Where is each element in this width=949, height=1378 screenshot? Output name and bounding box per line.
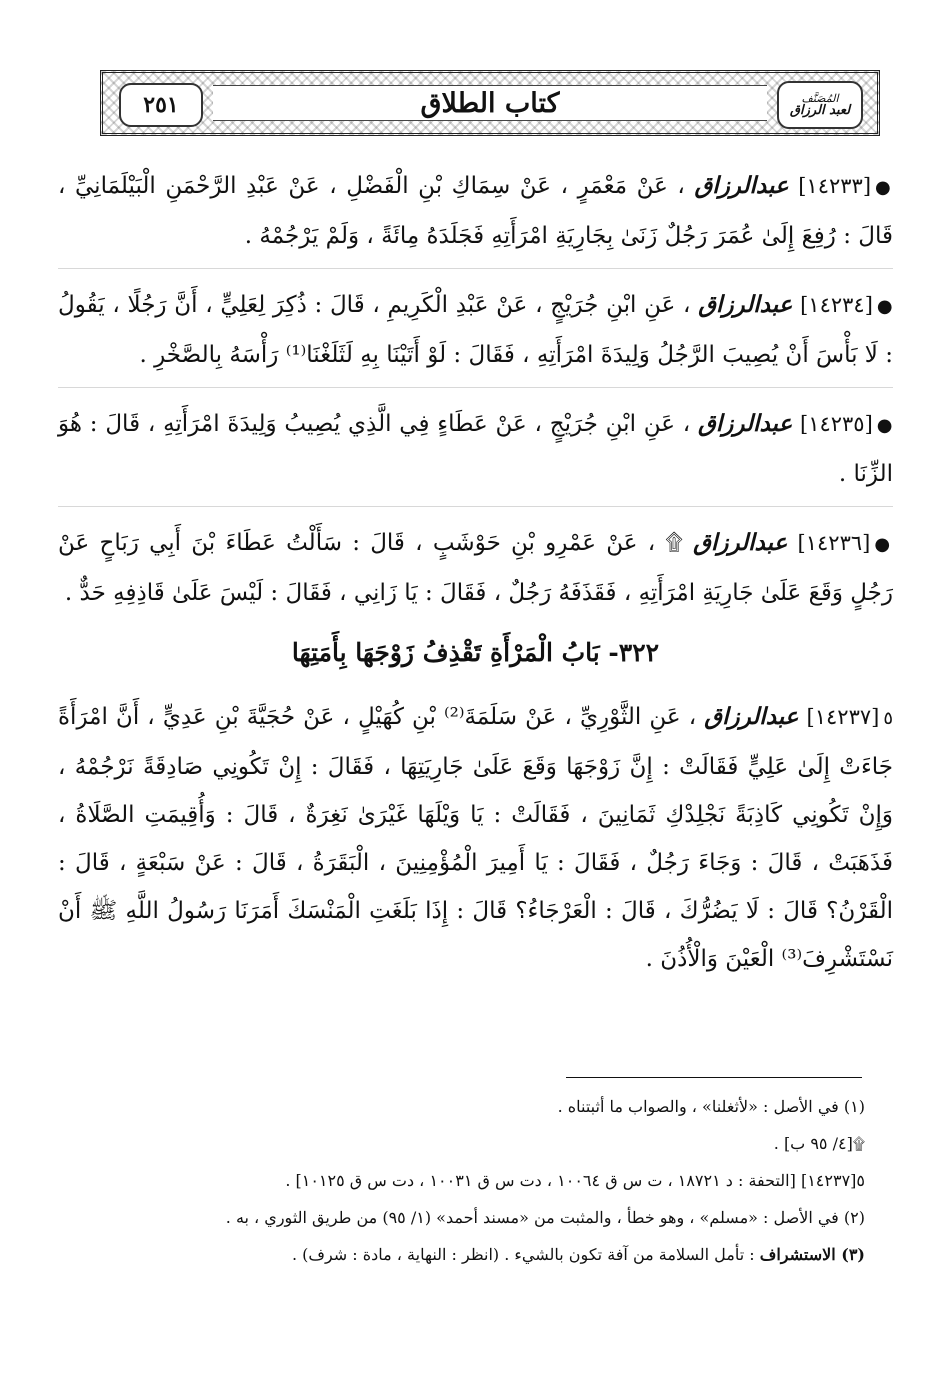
hadith-entry [58,269,893,388]
footnote-1: (١) في الأصل : «لأثغلنا» ، والصواب ما أثبتناه . [557,1097,865,1116]
logo-line-author: لعبد الرزاق [789,103,851,118]
entry-marker: ● [876,296,894,317]
hadith-number: [١٤٢٣٧] [806,705,880,729]
entry-marker: ● [875,177,894,198]
hadith-entry [58,388,893,507]
main-text [58,150,893,991]
takhrij-reference: ٥[١٤٢٣٧] [التحفة : د ١٨٧٢١ ، ت س ق ١٠٠٦٤ ، دت س ق ١٠٠٣١ ، دت س ق ١٠١٢٥] . [285,1171,865,1190]
entry-marker: ٥ [883,708,894,729]
entry-marker: ● [876,415,893,436]
hadith-text: ، عَنِ ابْنِ جُرَيْجٍ ، عَنْ عَبْدِ الْكَرِيمِ ، قَالَ : ذُكِرَ لِعَلِيٍّ ، أَنَّ رَجُلًا ، يَقُولُ : لَا بَأْسَ أَنْ يُصِيبَ الرَّجُلُ وَلِيدَةَ امْرَأَتِهِ ، فَقَالَ : لَوْ أَتَيْنَا بِهِ لَثَلَغْنَا⁽¹⁾ رَأْسَهُ بِالصَّخْرِ . [58,292,893,368]
narrator-name: عبدالرزاق [698,410,793,437]
logo-line-musannaf: المُصَنَّف [801,92,839,105]
hadith-text: ، عَنِ ابْنِ جُرَيْجٍ ، عَنْ عَطَاءٍ فِي الَّذِي يُصِيبُ وَلِيدَةَ امْرَأَتِهِ ، قَالَ : هُوَ الزِّنَا . [58,411,893,487]
narrator-name: عبدالرزاق [693,529,788,556]
folio-reference: ۩[٤/ ٩٥ ب] . [773,1134,865,1153]
book-title: كتاب الطلاق [420,87,560,119]
hadith-entry [58,681,893,991]
narrator-name: عبدالرزاق [704,703,799,730]
hadith-entry [58,150,893,269]
hadith-text: ، عَنْ مَعْمَرٍ ، عَنْ سِمَاكِ بْنِ الْفَضْلِ ، عَنْ عَبْدِ الرَّحْمَنِ الْبَيْلَمَانِيِّ ، قَالَ : رُفِعَ إِلَىٰ عُمَرَ رَجُلٌ زَنَىٰ بِجَارِيَةِ امْرَأَتِهِ فَجَلَدَهُ مِائَةً ، وَلَمْ يَرْجُمْهُ . [58,173,893,249]
page-number: ٢٥١ [119,83,203,127]
entry-marker: ● [874,534,893,555]
hadith-text: ، عَنِ الثَّوْرِيِّ ، عَنْ سَلَمَةَ⁽²⁾ بْنِ كُهَيْلٍ ، عَنْ حُجَيَّةَ بْنِ عَدِيٍّ ، أَنَّ امْرَأَةً جَاءَتْ إِلَىٰ عَلِيٍّ فَقَالَتْ : إِنَّ زَوْجَهَا وَقَعَ عَلَىٰ جَارِيَتِهَا ، فَقَالَ : إِنْ تَكُونِي صَادِقَةً نَرْجُمْهُ ، وَإِنْ تَكُونِي كَاذِبَةً نَجْلِدْكِ ثَمَانِينَ ، فَقَالَتْ : يَا وَيْلَهَا غَيْرَىٰ نَغِرَةٌ ، قَالَ : وَأُقِيمَتِ الصَّلَاةُ ، فَذَهَبَتْ ، قَالَ : وَجَاءَ رَجُلٌ ، فَقَالَ : يَا أَمِيرَ الْمُؤْمِنِينَ ، الْبَقَرَةُ ، قَالَ : عَنْ سَبْعَةٍ ، قَالَ : الْقَرْنُ؟ قَالَ : لَا يَضُرُّكَ ، قَالَ : الْعَرْجَاءُ؟ قَالَ : إِذَا بَلَغَتِ الْمَنْسَكَ أَمَرَنَا رَسُولُ اللَّهِ ﷺ أَنْ نَسْتَشْرِفَ⁽³⁾ الْعَيْنَ وَالْأُذُنَ . [58,704,893,972]
header-band [213,85,767,121]
chapter-heading: ٣٢٢- بَابُ الْمَرْأَةِ تَقْذِفُ زَوْجَهَا بِأَمَتِهَا [291,638,660,667]
footnote-divider [566,1077,862,1078]
footnote-3 [130,1240,865,1270]
hadith-text: ۩ ، عَنْ عَمْرِو بْنِ حَوْشَبٍ ، قَالَ : سَأَلْتُ عَطَاءَ بْنَ أَبِي رَبَاحٍ عَنْ رَجُلٍ وَقَعَ عَلَىٰ جَارِيَةِ امْرَأَتِهِ ، فَقَذَفَهُ رَجُلٌ ، فَقَالَ : يَا زَانِي ، فَقَالَ : لَيْسَ عَلَىٰ قَاذِفِهِ حَدٌّ . [58,530,893,606]
hadith-number: [١٤٢٣٤] [800,293,873,317]
book-logo [777,81,863,129]
footnote-3-term: (٣) الاستشراف [759,1245,865,1264]
hadith-entry [58,507,893,625]
footnote-2: (٢) في الأصل : «مسلم» ، وهو خطأ ، والمثبت من «مسند أحمد» (١/ ٩٥) من طريق الثوري ، به . [225,1208,865,1227]
hadith-number: [١٤٢٣٥] [799,412,873,436]
page-header [100,70,880,136]
hadith-number: [١٤٢٣٣] [798,174,872,198]
footnote-3-text: : تأمل السلامة من آفة تكون بالشيء . (انظر : النهاية ، مادة : شرف) . [291,1245,755,1264]
narrator-name: عبدالرزاق [698,291,793,318]
narrator-name: عبدالرزاق [694,172,789,199]
footnotes [130,1092,865,1277]
hadith-number: [١٤٢٣٦] [797,531,871,555]
